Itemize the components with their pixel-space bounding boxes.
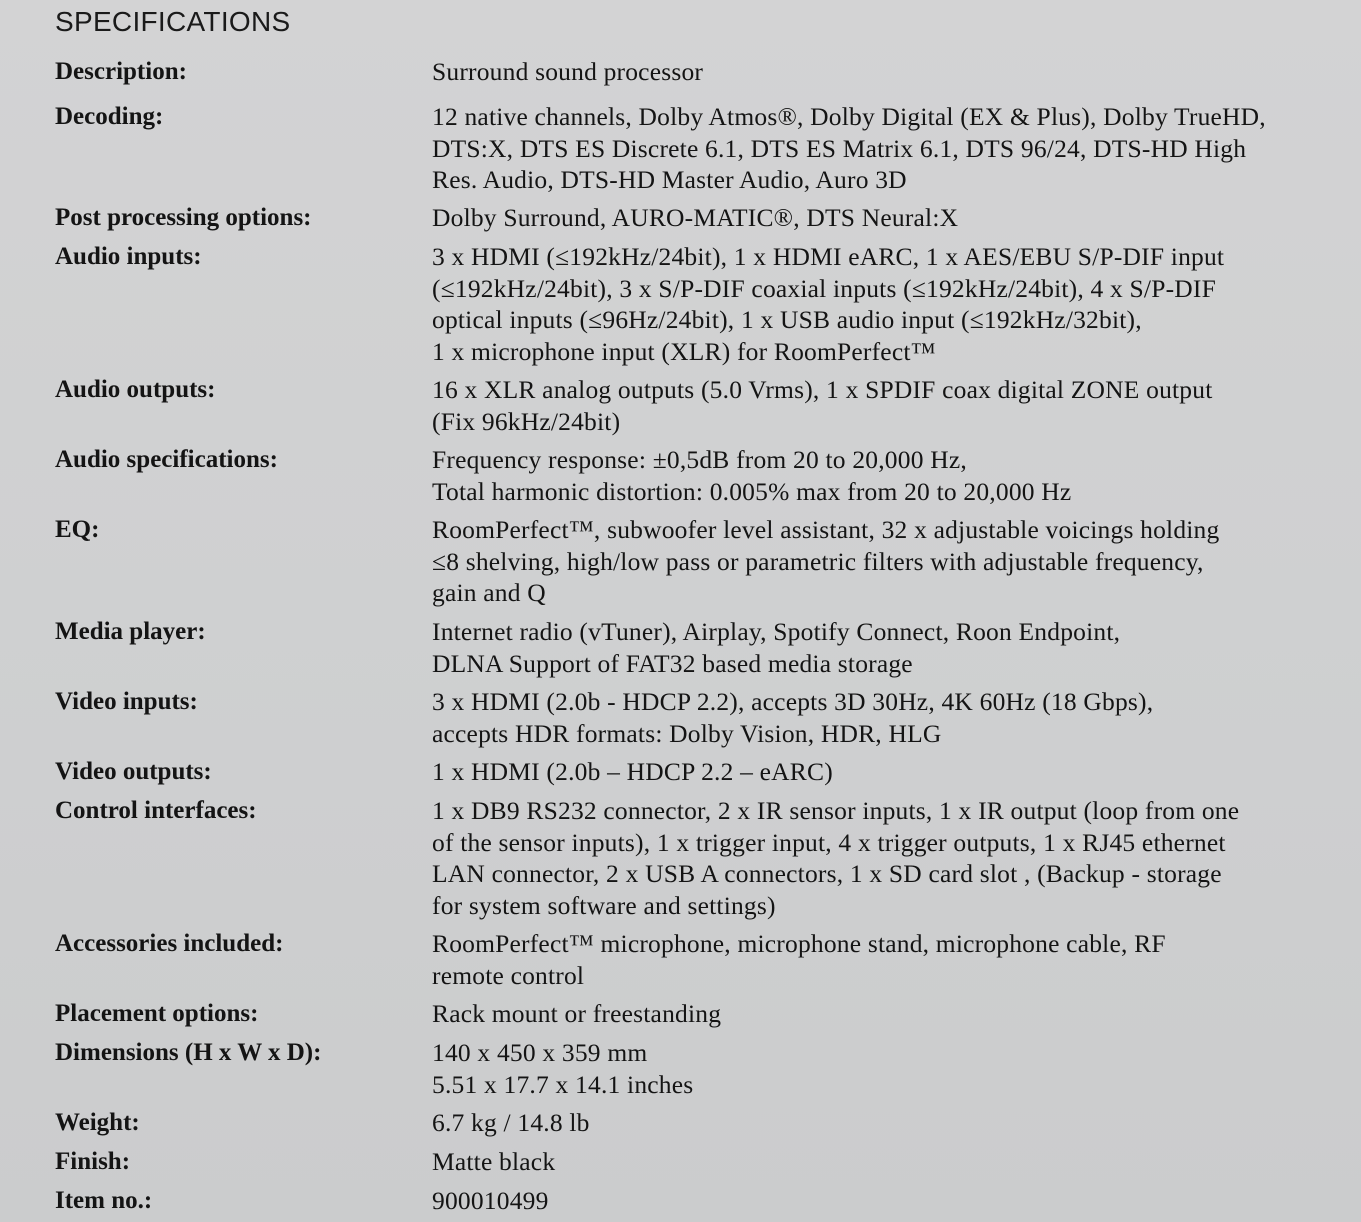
spec-label: EQ: (55, 516, 100, 543)
spec-label: Dimensions (H x W x D): (55, 1039, 322, 1066)
spec-value (432, 101, 1332, 196)
spec-value (432, 1107, 1332, 1139)
spec-value (432, 1146, 1332, 1178)
spec-value-line: 3 x HDMI (≤192kHz/24bit), 1 x HDMI eARC, 1 x AES/EBU S/P-DIF input (432, 242, 1225, 271)
spec-label: Video inputs: (55, 688, 198, 715)
spec-value-line: gain and Q (432, 578, 546, 607)
spec-value-line: 900010499 (432, 1186, 549, 1215)
page-title: SPECIFICATIONS (55, 6, 291, 37)
spec-label: Accessories included: (55, 930, 284, 957)
spec-label: Decoding: (55, 103, 164, 130)
spec-value (432, 1037, 1332, 1100)
spec-value-line: for system software and settings) (432, 890, 776, 920)
spec-label: Audio specifications: (55, 446, 278, 473)
spec-label: Media player: (55, 618, 206, 645)
spec-value-line: of the sensor inputs), 1 x trigger input, 4 x trigger outputs, 1 x RJ45 ethernet (432, 827, 1226, 857)
spec-value (432, 795, 1332, 921)
spec-label: Weight: (55, 1109, 140, 1136)
spec-value-line: Dolby Surround, AURO-MATIC®, DTS Neural:X (432, 203, 959, 232)
spec-value (432, 616, 1332, 679)
spec-value-line: remote control (432, 960, 585, 990)
spec-label: Finish: (55, 1148, 131, 1175)
spec-value (432, 998, 1332, 1030)
spec-label: Post processing options: (55, 204, 312, 231)
spec-value (432, 514, 1332, 609)
spec-label: Item no.: (55, 1187, 153, 1214)
spec-value-line: RoomPerfect™ microphone, microphone stand, microphone cable, RF (432, 929, 1166, 958)
spec-label: Audio outputs: (55, 376, 216, 403)
spec-value-line: Surround sound processor (432, 57, 704, 86)
spec-value (432, 686, 1332, 749)
spec-value (432, 374, 1332, 437)
spec-value-line: 16 x XLR analog outputs (5.0 Vrms), 1 x SPDIF coax digital ZONE output (432, 375, 1213, 404)
spec-label: Audio inputs: (55, 243, 202, 270)
spec-value-line: 1 x microphone input (XLR) for RoomPerfect™ (432, 336, 936, 366)
spec-value (432, 1185, 1332, 1217)
spec-value-line: 140 x 450 x 359 mm (432, 1038, 648, 1067)
spec-value-line: accepts HDR formats: Dolby Vision, HDR, HLG (432, 718, 942, 748)
spec-value-line: optical inputs (≤96Hz/24bit), 1 x USB audio input (≤192kHz/32bit), (432, 305, 1142, 334)
spec-value-line: DTS:X, DTS ES Discrete 6.1, DTS ES Matrix 6.1, DTS 96/24, DTS-HD High (432, 133, 1247, 163)
spec-label: Control interfaces: (55, 797, 257, 824)
spec-value-line: (Fix 96kHz/24bit) (432, 406, 621, 436)
spec-value (432, 928, 1332, 991)
spec-value-line: 1 x HDMI (2.0b – HDCP 2.2 – eARC) (432, 757, 833, 786)
spec-value (432, 241, 1332, 367)
spec-value-line: 3 x HDMI (2.0b - HDCP 2.2), accepts 3D 30Hz, 4K 60Hz (18 Gbps), (432, 687, 1154, 716)
spec-value-line: Matte black (432, 1147, 556, 1176)
spec-value-line: RoomPerfect™, subwoofer level assistant, 32 x adjustable voicings holding (432, 515, 1220, 544)
spec-label: Description: (55, 58, 187, 85)
spec-label: Placement options: (55, 1000, 259, 1027)
spec-value-line: 5.51 x 17.7 x 14.1 inches (432, 1069, 694, 1099)
spec-value-line: 1 x DB9 RS232 connector, 2 x IR sensor inputs, 1 x IR output (loop from one (432, 796, 1240, 825)
spec-value-line: Res. Audio, DTS-HD Master Audio, Auro 3D (432, 165, 907, 194)
spec-value-line: ≤8 shelving, high/low pass or parametric filters with adjustable frequency, (432, 546, 1204, 576)
spec-value-line: 12 native channels, Dolby Atmos®, Dolby Digital (EX & Plus), Dolby TrueHD, (432, 102, 1266, 131)
spec-value-line: Frequency response: ±0,5dB from 20 to 20,000 Hz, (432, 445, 967, 474)
spec-label: Video outputs: (55, 758, 212, 785)
spec-value (432, 756, 1332, 788)
spec-value (432, 444, 1332, 507)
spec-value-line: Rack mount or freestanding (432, 999, 722, 1028)
spec-value-line: DLNA Support of FAT32 based media storage (432, 648, 913, 678)
spec-value-line: Internet radio (vTuner), Airplay, Spotify Connect, Roon Endpoint, (432, 617, 1121, 646)
spec-value-line: (≤192kHz/24bit), 3 x S/P-DIF coaxial inputs (≤192kHz/24bit), 4 x S/P-DIF (432, 273, 1216, 303)
spec-value-line: Total harmonic distortion: 0.005% max from 20 to 20,000 Hz (432, 476, 1072, 506)
spec-value (432, 202, 1332, 234)
spec-value-line: 6.7 kg / 14.8 lb (432, 1108, 590, 1137)
spec-value-line: LAN connector, 2 x USB A connectors, 1 x SD card slot , (Backup - storage (432, 859, 1222, 888)
spec-value (432, 56, 1332, 88)
